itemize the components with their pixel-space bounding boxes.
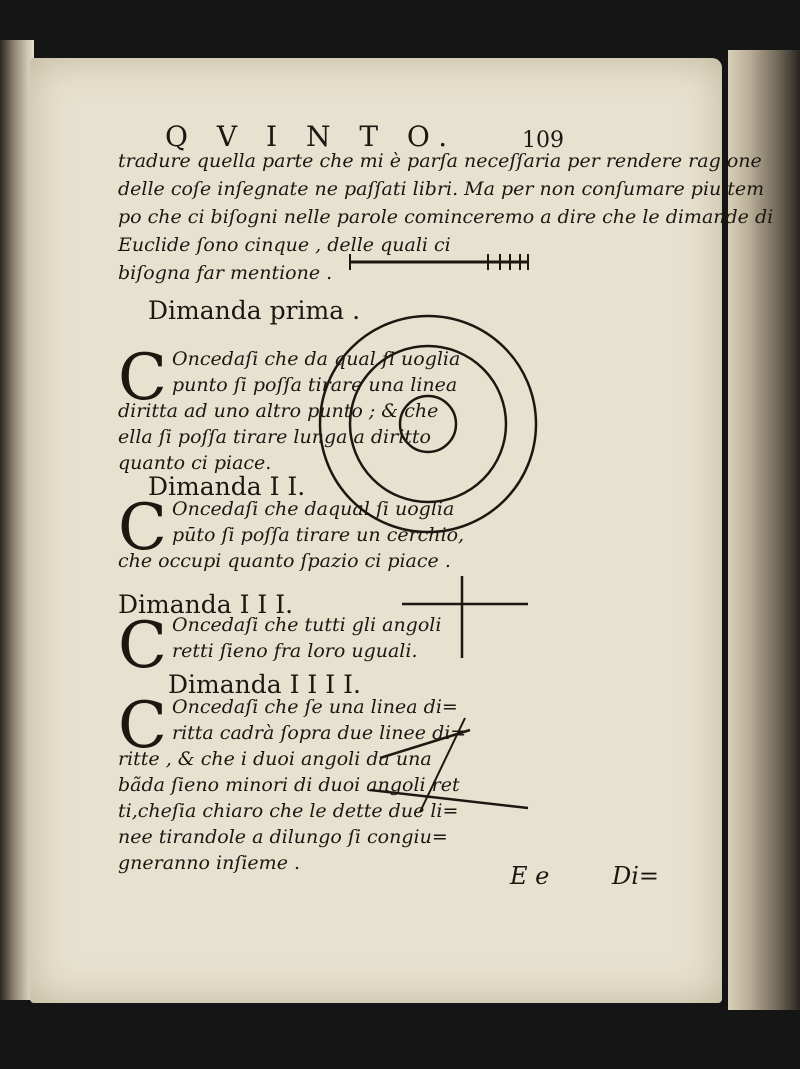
section-2-line-3: che occupi quanto ſpazio ci piace .	[118, 550, 451, 572]
right-angle-diagram	[402, 576, 528, 658]
section-heading-3: Dimanda I I I.	[118, 590, 294, 619]
section-2-line-1: Oncedaſi che daqual ſi uoglia	[172, 498, 455, 520]
section-4-line-3: ritte , & che i duoi angoli da una	[118, 748, 432, 770]
section-1-line-4: ella ſi poſſa tirare lunga a diritto	[118, 426, 431, 448]
section-1-line-1: Oncedaſi che da qual ſi uoglia	[172, 348, 461, 370]
section-4-line-1: Oncedaſi che ſe una linea di=	[172, 696, 458, 718]
section-heading-4: Dimanda I I I I.	[168, 670, 361, 699]
section-1-line-3: diritta ad uno altro punto ; & che	[118, 400, 439, 422]
section-1-line-2: punto ſi poſſa tirare una linea	[172, 374, 458, 396]
section-4-line-4: bãda ſieno minori di duoi angoli ret	[118, 774, 460, 796]
intro-line-2: delle coſe inſegnate ne paſſati libri. Ma per non conſumare piu tem	[118, 178, 765, 200]
dropcap-4: C	[118, 689, 167, 763]
section-heading-2: Dimanda I I.	[148, 472, 306, 501]
section-2-line-2: pūto ſi poſſa tirare un cerchio,	[172, 524, 465, 546]
running-header: Q V I N T O.	[165, 120, 458, 153]
intro-line-1: tradure quella parte che mi è parſa neceſſaria per rendere ragione	[118, 150, 762, 172]
dropcap-1: C	[118, 341, 167, 415]
section-3-line-1: Oncedaſi che tutti gli angoli	[172, 614, 442, 636]
section-3-line-2: retti ſieno fra loro uguali.	[172, 640, 418, 662]
dropcap-3: C	[118, 609, 167, 683]
converging-lines-diagram	[370, 718, 528, 812]
section-heading-1: Dimanda prima .	[148, 296, 361, 325]
section-4-line-6: nee tirandole a dilungo ſi congiu=	[118, 826, 448, 848]
dropcap-2: C	[118, 491, 167, 565]
section-4-line-5: ti,cheſia chiaro che le dette due li=	[118, 800, 459, 822]
intro-line-3: po che ci biſogni nelle parole cominceremo a dire che le dimande di	[118, 206, 774, 228]
concentric-circles-diagram	[320, 316, 536, 532]
page-number: 109	[522, 128, 564, 153]
section-4-line-7: gneranno inſieme .	[118, 852, 301, 874]
section-1-line-5: quanto ci piace.	[118, 452, 272, 474]
intro-line-5: biſogna far mentione .	[118, 262, 333, 284]
catchword-left: E e	[510, 862, 550, 890]
line-with-ticks-diagram	[350, 254, 528, 270]
catchword-right: Di=	[612, 862, 660, 890]
section-4-line-2: ritta cadrà ſopra due linee di=	[172, 722, 467, 744]
intro-line-4: Euclide ſono cinque , delle quali ci	[118, 234, 451, 256]
